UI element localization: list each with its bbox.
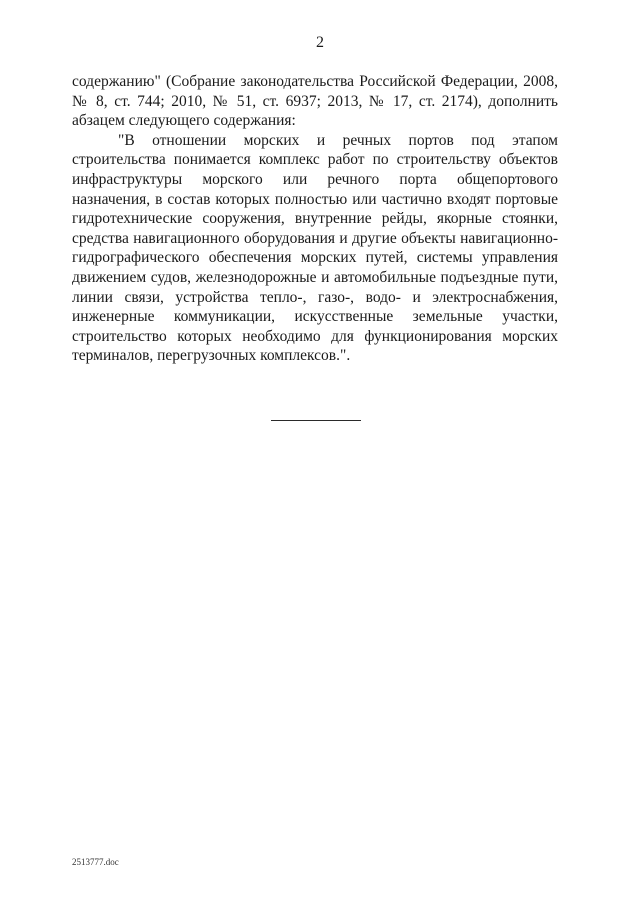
- paragraph-citation: содержанию" (Собрание законодательства Российской Федерации, 2008, № 8, ст. 744; 2010, № 51, ст. 6937; 2013, № 17, ст. 2174), дополнить абзацем следующего содержания:: [72, 73, 558, 130]
- paragraph-definition: "В отношении морских и речных портов под этапом строительства понимается комплекс работ по строительству объектов инфраструктуры морского или речного порта общепортового назначения, в состав которых полностью или частично входят портовые гидротехнические сооружения, внутренние рейды, якорные стоянки, средства навигационного оборудования и другие объекты навигационно-гидрографического обеспечения морских путей, системы управления движением судов, железнодорожные и автомобильные подъездные пути, линии связи, устройства тепло-, газо-, водо- и электроснабжения, инженерные коммуникации, искусственные земельные участки, строительство которых необходимо для функционирования морских терминалов, перегрузочных комплексов.".: [72, 131, 558, 365]
- end-separator-line: [271, 420, 361, 421]
- page-number: 2: [316, 34, 324, 51]
- document-body: [72, 72, 558, 366]
- footer-file-id: 2513777.doc: [72, 857, 119, 867]
